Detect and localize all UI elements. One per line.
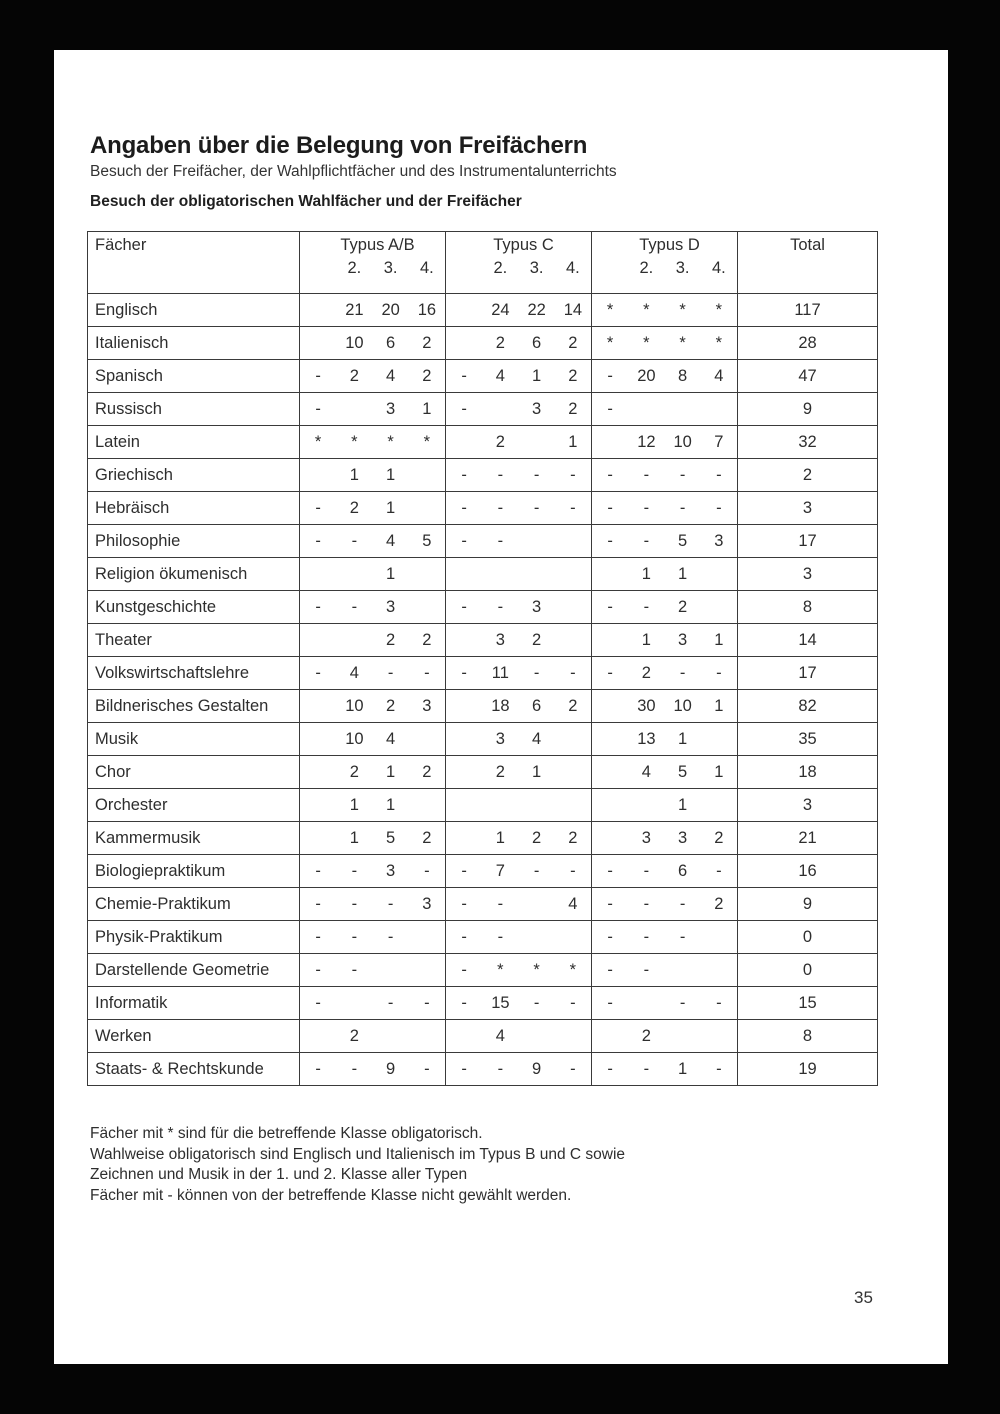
total-cell: 3 <box>738 492 878 525</box>
typus-ab-cell: - 2 4 2 <box>300 360 446 393</box>
subject-cell: Spanisch <box>88 360 300 393</box>
typus-ab-cell: 2 2 <box>300 624 446 657</box>
subject-cell: Biologiepraktikum <box>88 855 300 888</box>
typus-ab-cell: - - - <box>300 987 446 1020</box>
header-total: Total <box>738 232 878 294</box>
total-cell: 32 <box>738 426 878 459</box>
total-cell: 2 <box>738 459 878 492</box>
typus-c-cell: - - - - <box>446 492 592 525</box>
total-cell: 18 <box>738 756 878 789</box>
typus-ab-cell: 1 1 <box>300 789 446 822</box>
total-cell: 16 <box>738 855 878 888</box>
subject-cell: Religion ökumenisch <box>88 558 300 591</box>
total-cell: 9 <box>738 888 878 921</box>
document-page <box>54 50 948 1364</box>
table-row <box>88 657 878 690</box>
table-row <box>88 690 878 723</box>
typus-ab-cell: - - 3 - <box>300 855 446 888</box>
total-cell: 0 <box>738 921 878 954</box>
subject-cell: Kunstgeschichte <box>88 591 300 624</box>
header-typus-c: Typus C 2. 3. 4. <box>446 232 592 294</box>
table-header-row <box>88 232 878 294</box>
subject-cell: Englisch <box>88 294 300 327</box>
header-typus-d: Typus D 2. 3. 4. <box>592 232 738 294</box>
typus-d-cell: - - <box>592 954 738 987</box>
typus-d-cell: - - - <box>592 987 738 1020</box>
total-cell: 17 <box>738 525 878 558</box>
subject-cell: Latein <box>88 426 300 459</box>
table-row <box>88 1020 878 1053</box>
typus-d-cell: - <box>592 393 738 426</box>
subject-cell: Russisch <box>88 393 300 426</box>
section-heading: Besuch der obligatorischen Wahlfächer und der Freifächer <box>90 193 522 210</box>
total-cell: 8 <box>738 1020 878 1053</box>
typus-d-cell: * * * * <box>592 294 738 327</box>
typus-c-cell: - 3 2 <box>446 393 592 426</box>
footnote: Wahlweise obligatorisch sind Englisch und Italienisch im Typus B und C sowie <box>90 1145 626 1163</box>
typus-d-cell: * * * * <box>592 327 738 360</box>
typus-ab-cell: - - 3 <box>300 591 446 624</box>
typus-d-cell: - - 6 - <box>592 855 738 888</box>
table-row <box>88 360 878 393</box>
table-row <box>88 624 878 657</box>
typus-c-cell: 1 2 2 <box>446 822 592 855</box>
total-cell: 8 <box>738 591 878 624</box>
typus-c-cell <box>446 789 592 822</box>
typus-ab-cell: - - 4 5 <box>300 525 446 558</box>
typus-c-cell: - - <box>446 921 592 954</box>
header-typus-ab: Typus A/B 2. 3. 4. <box>300 232 446 294</box>
total-cell: 15 <box>738 987 878 1020</box>
subject-cell: Philosophie <box>88 525 300 558</box>
table-row <box>88 921 878 954</box>
subject-cell: Informatik <box>88 987 300 1020</box>
typus-c-cell: 3 4 <box>446 723 592 756</box>
table-row <box>88 591 878 624</box>
footnotes <box>90 1124 625 1206</box>
table-row <box>88 723 878 756</box>
typus-c-cell: 24 22 14 <box>446 294 592 327</box>
subject-cell: Theater <box>88 624 300 657</box>
typus-ab-cell: - - - 3 <box>300 888 446 921</box>
total-cell: 28 <box>738 327 878 360</box>
typus-c-cell: - - <box>446 525 592 558</box>
typus-c-cell: - 11 - - <box>446 657 592 690</box>
typus-ab-cell: 1 1 <box>300 459 446 492</box>
typus-d-cell: - - 1 - <box>592 1053 738 1086</box>
typus-c-cell: 18 6 2 <box>446 690 592 723</box>
typus-c-cell: 2 1 <box>446 426 592 459</box>
page-subtitle: Besuch der Freifächer, der Wahlpflichtfächer und des Instrumentalunterrichts <box>90 163 617 180</box>
subject-cell: Griechisch <box>88 459 300 492</box>
typus-d-cell: 1 1 <box>592 558 738 591</box>
subject-cell: Volkswirtschaftslehre <box>88 657 300 690</box>
typus-c-cell: 2 1 <box>446 756 592 789</box>
typus-ab-cell: * * * * <box>300 426 446 459</box>
total-cell: 0 <box>738 954 878 987</box>
table-row <box>88 1053 878 1086</box>
typus-d-cell: - - - <box>592 921 738 954</box>
typus-d-cell: 3 3 2 <box>592 822 738 855</box>
total-cell: 21 <box>738 822 878 855</box>
total-cell: 17 <box>738 657 878 690</box>
subject-cell: Italienisch <box>88 327 300 360</box>
typus-d-cell: - - - 2 <box>592 888 738 921</box>
total-cell: 19 <box>738 1053 878 1086</box>
typus-ab-cell: - - <box>300 954 446 987</box>
footnote: Fächer mit * sind für die betreffende Klasse obligatorisch. <box>90 1125 483 1142</box>
total-cell: 117 <box>738 294 878 327</box>
typus-d-cell: 1 <box>592 789 738 822</box>
table-row <box>88 888 878 921</box>
subject-cell: Darstellende Geometrie <box>88 954 300 987</box>
subject-cell: Staats- & Rechtskunde <box>88 1053 300 1086</box>
typus-c-cell: - - 9 - <box>446 1053 592 1086</box>
typus-d-cell: - - - - <box>592 459 738 492</box>
typus-ab-cell: - 3 1 <box>300 393 446 426</box>
header-subject: Fächer <box>88 232 300 294</box>
typus-ab-cell: 2 1 2 <box>300 756 446 789</box>
subject-cell: Physik-Praktikum <box>88 921 300 954</box>
typus-d-cell: 30 10 1 <box>592 690 738 723</box>
typus-d-cell: - - 5 3 <box>592 525 738 558</box>
subject-cell: Chemie-Praktikum <box>88 888 300 921</box>
total-cell: 35 <box>738 723 878 756</box>
table-row <box>88 393 878 426</box>
total-cell: 3 <box>738 789 878 822</box>
table-row <box>88 954 878 987</box>
typus-d-cell: - - - - <box>592 492 738 525</box>
table-row <box>88 294 878 327</box>
subject-cell: Hebräisch <box>88 492 300 525</box>
typus-c-cell: 2 6 2 <box>446 327 592 360</box>
typus-ab-cell: - 4 - - <box>300 657 446 690</box>
footnote: Fächer mit - können von der betreffende Klasse nicht gewählt werden. <box>90 1186 572 1204</box>
typus-c-cell: - - 4 <box>446 888 592 921</box>
typus-ab-cell: 10 4 <box>300 723 446 756</box>
typus-ab-cell: 10 2 3 <box>300 690 446 723</box>
table-body <box>88 294 878 1086</box>
table-row <box>88 855 878 888</box>
table-row <box>88 492 878 525</box>
table-row <box>88 459 878 492</box>
typus-d-cell: - 2 - - <box>592 657 738 690</box>
typus-ab-cell: 1 <box>300 558 446 591</box>
typus-d-cell: 13 1 <box>592 723 738 756</box>
table-row <box>88 822 878 855</box>
typus-c-cell <box>446 558 592 591</box>
typus-ab-cell: - - 9 - <box>300 1053 446 1086</box>
table-row <box>88 987 878 1020</box>
typus-ab-cell: 1 5 2 <box>300 822 446 855</box>
table-row <box>88 789 878 822</box>
typus-d-cell: 1 3 1 <box>592 624 738 657</box>
typus-c-cell: 4 <box>446 1020 592 1053</box>
typus-d-cell: 4 5 1 <box>592 756 738 789</box>
typus-ab-cell: - - - <box>300 921 446 954</box>
table-row <box>88 756 878 789</box>
subject-cell: Kammermusik <box>88 822 300 855</box>
typus-c-cell: - 7 - - <box>446 855 592 888</box>
subject-enrollment-table <box>87 231 878 1086</box>
total-cell: 82 <box>738 690 878 723</box>
subject-cell: Chor <box>88 756 300 789</box>
typus-d-cell: - 20 8 4 <box>592 360 738 393</box>
typus-c-cell: 3 2 <box>446 624 592 657</box>
table-row <box>88 558 878 591</box>
subject-cell: Musik <box>88 723 300 756</box>
typus-ab-cell: 10 6 2 <box>300 327 446 360</box>
table-row <box>88 426 878 459</box>
subject-cell: Werken <box>88 1020 300 1053</box>
typus-d-cell: 2 <box>592 1020 738 1053</box>
total-cell: 3 <box>738 558 878 591</box>
typus-ab-cell: 2 <box>300 1020 446 1053</box>
typus-c-cell: - 15 - - <box>446 987 592 1020</box>
typus-ab-cell: - 2 1 <box>300 492 446 525</box>
subject-cell: Bildnerisches Gestalten <box>88 690 300 723</box>
typus-c-cell: - 4 1 2 <box>446 360 592 393</box>
typus-d-cell: - - 2 <box>592 591 738 624</box>
total-cell: 14 <box>738 624 878 657</box>
page-title: Angaben über die Belegung von Freifächern <box>90 132 588 159</box>
total-cell: 9 <box>738 393 878 426</box>
page-number: 35 <box>854 1288 873 1307</box>
typus-ab-cell: 21 20 16 <box>300 294 446 327</box>
footnote: Zeichnen und Musik in der 1. und 2. Klasse aller Typen <box>90 1166 468 1183</box>
table-row <box>88 327 878 360</box>
typus-c-cell: - - 3 <box>446 591 592 624</box>
table-row <box>88 525 878 558</box>
typus-c-cell: - * * * <box>446 954 592 987</box>
typus-d-cell: 12 10 7 <box>592 426 738 459</box>
typus-c-cell: - - - - <box>446 459 592 492</box>
total-cell: 47 <box>738 360 878 393</box>
subject-cell: Orchester <box>88 789 300 822</box>
